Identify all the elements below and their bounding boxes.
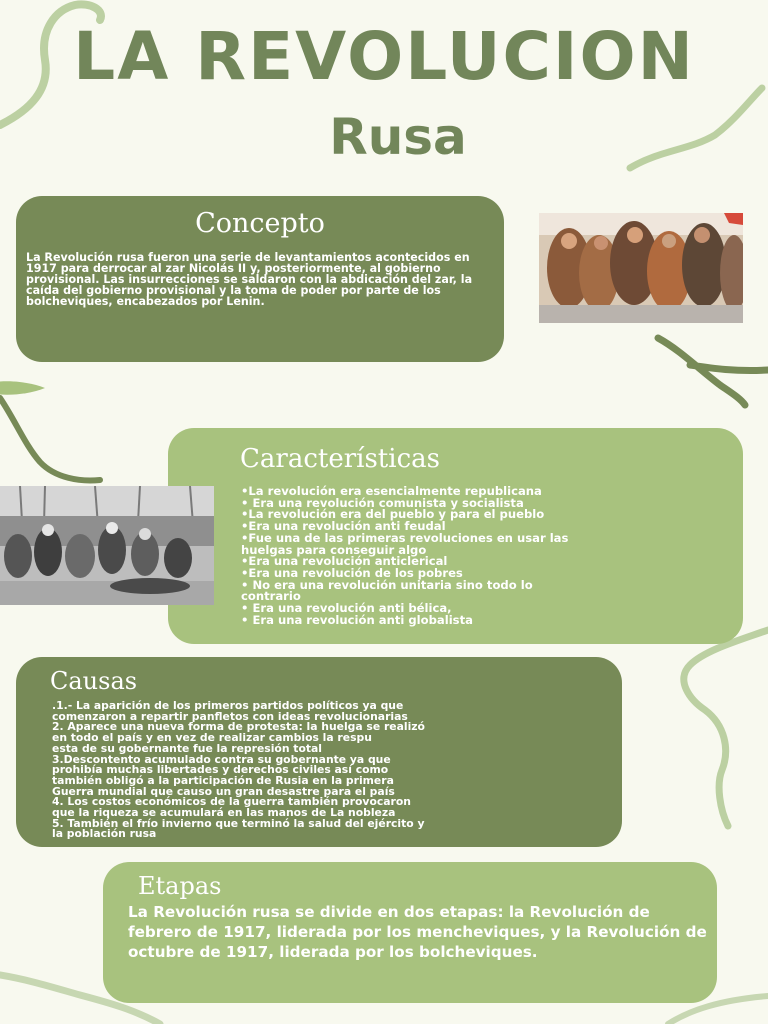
page-title: LA REVOLUCION — [73, 18, 695, 95]
list-item: • No era una revolución unitaria sino todo lo — [241, 577, 533, 592]
list-item: prohibía muchas libertades y derechos civiles así como — [52, 763, 389, 777]
list-item: •Fue una de las primeras revoluciones en usar las — [241, 530, 569, 545]
causas-heading: Causas — [50, 667, 138, 695]
page-subtitle: Rusa — [329, 108, 467, 166]
list-item: también obligó a la participación de Rusia en la primera — [52, 773, 394, 787]
list-item: 4. Los costos económicos de la guerra también provocaron — [52, 795, 411, 809]
list-item: • Era una revolución anti globalista — [241, 612, 473, 627]
vine-mid-right — [658, 338, 768, 405]
caracteristicas-card — [168, 428, 743, 644]
vine-right-lower — [684, 630, 768, 826]
causas-list — [52, 701, 617, 840]
etapas-card — [103, 862, 717, 1003]
list-item: huelgas para conseguir algo — [241, 542, 427, 557]
list-item: Guerra mundial que causo un gran desastre para el país — [52, 784, 395, 798]
caracteristicas-list — [241, 486, 736, 626]
concepto-card — [16, 196, 504, 362]
list-item: •Era una revolución anti feudal — [241, 519, 446, 534]
list-item: •Era una revolución anticlerical — [241, 554, 448, 569]
etapas-heading: Etapas — [138, 872, 222, 900]
list-item: contrario — [241, 589, 301, 604]
revolution-painting-image — [539, 213, 743, 323]
list-item: esta de su gobernante fue la represión total — [52, 741, 323, 755]
vine-left-dark — [0, 398, 100, 480]
list-item: que la riqueza se acumulará en las manos de La nobleza — [52, 806, 396, 820]
caracteristicas-heading: Características — [240, 444, 440, 474]
list-item: 2. Aparece una nueva forma de protesta: la huelga se realizó — [52, 720, 425, 734]
list-item: en todo el país y en vez de realizar cambios la respu — [52, 731, 372, 745]
historical-crowd-photo — [0, 486, 214, 605]
list-item: comenzaron a repartir panfletos con ideas revolucionarias — [52, 709, 408, 723]
causas-card — [16, 657, 622, 847]
list-item: • Era una revolución anti bélica, — [241, 601, 452, 616]
concepto-text: La Revolución rusa fueron una serie de levantamientos acontecidos en 1917 para derrocar al zar Nicolás II y, posteriormente, al gobierno provisional. Las insurrecciones se saldaron con la abdicación del zar, la caída del gobierno provisional y la toma de poder por parte de los bolcheviques, encabezados por Lenin. — [26, 251, 473, 308]
list-item: 5. También el frío invierno que terminó la salud del ejército y — [52, 816, 425, 830]
list-item: 3.Descontento acumulado contra su gobernante ya que — [52, 752, 391, 766]
list-item: .1.- La aparición de los primeros partidos políticos ya que — [52, 699, 404, 712]
list-item: •La revolución era esencialmente republicana — [241, 484, 542, 498]
list-item: •Era una revolución de los pobres — [241, 565, 463, 580]
concepto-heading: Concepto — [195, 208, 325, 239]
vine-left-leaf — [0, 381, 45, 395]
list-item: • Era una revolución comunista y socialista — [241, 495, 524, 510]
list-item: la población rusa — [52, 827, 157, 841]
list-item: •La revolución era del pueblo y para el pueblo — [241, 507, 545, 522]
etapas-text: La Revolución rusa se divide en dos etapas: la Revolución de febrero de 1917, liderada por los mencheviques, y la Revolución de octubre de 1917, liderada por los bolcheviques. — [128, 903, 707, 961]
